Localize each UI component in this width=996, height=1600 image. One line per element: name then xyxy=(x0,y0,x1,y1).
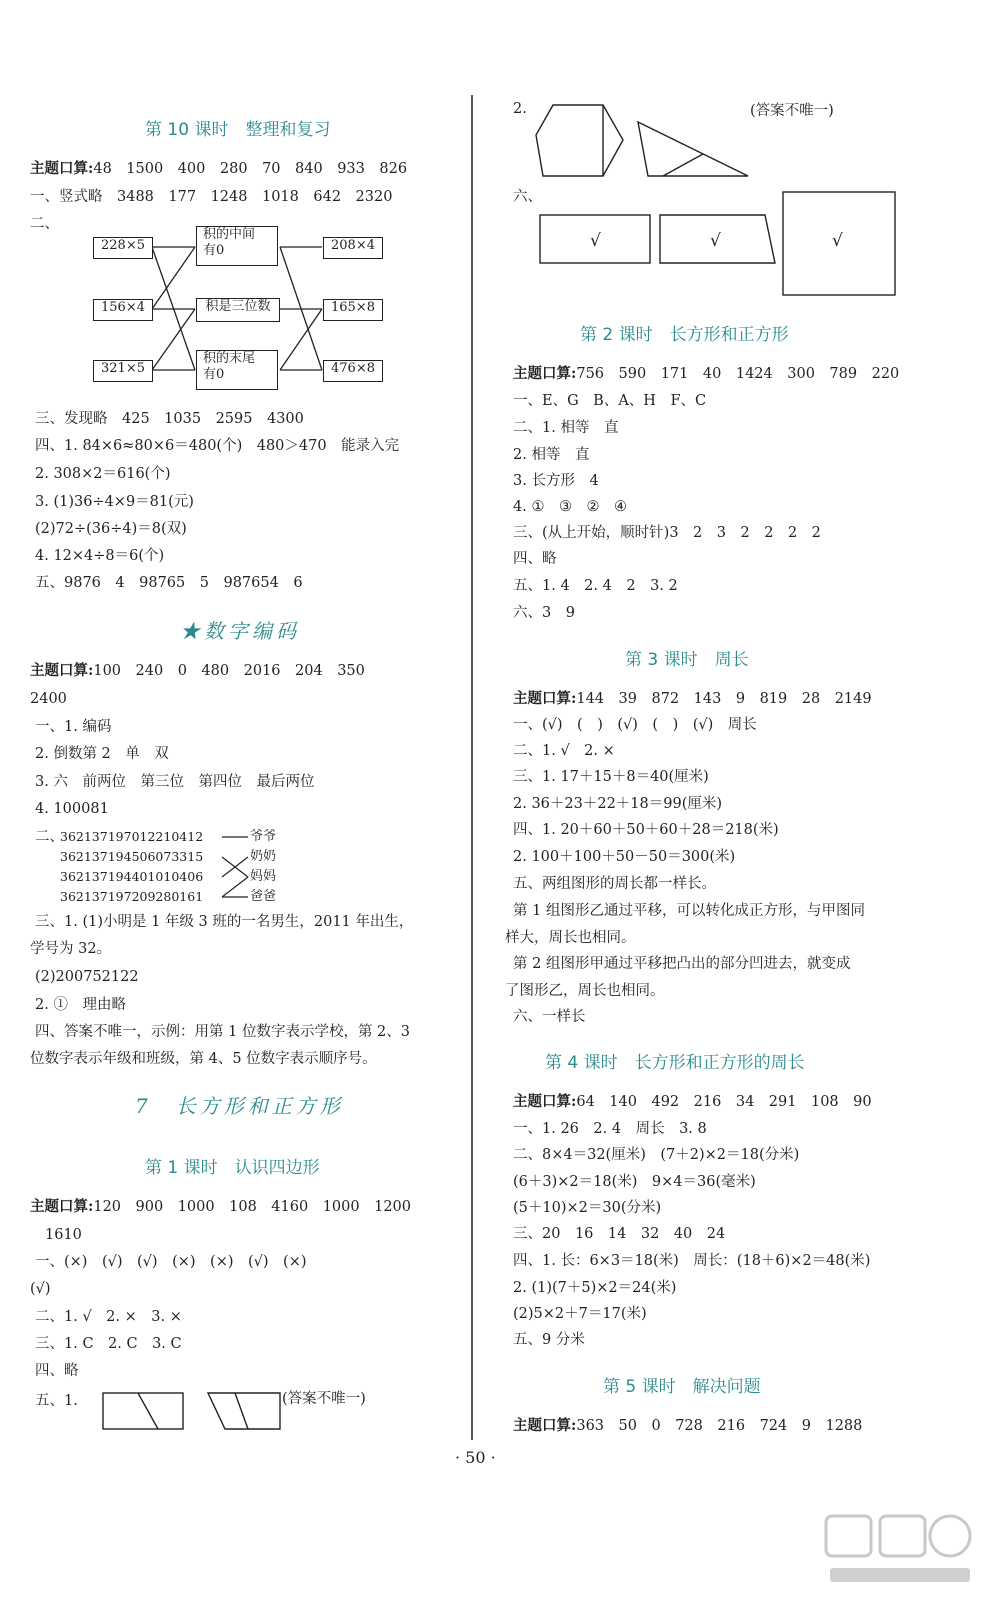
unit-title: 7 长方形和正方形 xyxy=(135,1094,344,1118)
text-line: 主题口算:120 900 1000 108 4160 1000 1200 xyxy=(30,1198,411,1215)
text-line: 主题口算:64 140 492 216 34 291 108 90 xyxy=(513,1093,872,1110)
text-line: 三、发现略 425 1035 2595 4300 xyxy=(35,411,304,427)
column-divider xyxy=(471,95,473,1440)
text-line: 四、1. 长：6×3＝18(米) 周长：(18＋6)×2＝48(米) xyxy=(513,1253,871,1269)
text-line: 四、略 xyxy=(35,1363,79,1379)
text-line: (2)5×2＋7＝17(米) xyxy=(513,1306,647,1322)
text-line: 主题口算:144 39 872 143 9 819 28 2149 xyxy=(513,690,872,707)
section-title: 第 4 课时 长方形和正方形的周长 xyxy=(545,1053,805,1073)
section-title: 第 1 课时 认识四边形 xyxy=(145,1158,320,1178)
text-line: 五、9876 4 98765 5 987654 6 xyxy=(35,575,303,591)
section-title: 第 10 课时 整理和复习 xyxy=(145,120,331,140)
text-line: 主题口算:48 1500 400 280 70 840 933 826 xyxy=(30,160,408,177)
text-line: 二、8×4＝32(厘米) (7＋2)×2＝18(分米) xyxy=(513,1147,800,1163)
text-line: (5＋10)×2＝30(分米) xyxy=(513,1200,662,1216)
expression-box: 321×5 xyxy=(93,360,153,382)
text-line: 2. ① 理由略 xyxy=(35,997,126,1013)
text-line: 六、 xyxy=(513,189,542,205)
text-line: 4. ① ③ ② ④ xyxy=(513,499,627,515)
text-line: 4. 100081 xyxy=(35,801,109,817)
watermark-logo-icon xyxy=(820,1510,980,1590)
text-line: 二、1. 相等 直 xyxy=(513,420,619,436)
id-number: 362137194401010406 xyxy=(60,869,204,884)
text-line: 2. 倒数第 2 单 双 xyxy=(35,746,169,762)
text-line: 位数字表示年级和班级，第 4、5 位数字表示顺序号。 xyxy=(30,1051,377,1067)
text-line: 3. 长方形 4 xyxy=(513,473,599,489)
divided-shapes-figure xyxy=(100,1390,300,1440)
expression-box: 156×4 xyxy=(93,299,153,321)
text-line: 主题口算:100 240 0 480 2016 204 350 xyxy=(30,662,365,679)
text-line: 三、1. C 2. C 3. C xyxy=(35,1336,182,1352)
text-line: 二、1. √ 2. × 3. × xyxy=(35,1309,182,1325)
text-line: 一、1. 编码 xyxy=(35,719,112,735)
text-line: 二、 xyxy=(35,829,64,845)
property-box: 积的中间 有0 xyxy=(196,226,278,266)
text-line: 五、9 分米 xyxy=(513,1332,585,1348)
id-number: 362137197012210412 xyxy=(60,829,204,844)
relation-label: 爸爸 xyxy=(250,889,277,904)
check-mark: √ xyxy=(590,231,601,251)
section-title: 第 3 课时 周长 xyxy=(625,650,749,670)
text-line: 三、(从上开始，顺时针)3 2 3 2 2 2 2 xyxy=(513,525,821,541)
id-number: 362137194506073315 xyxy=(60,849,204,864)
text-line: 2. 36＋23＋22＋18＝99(厘米) xyxy=(513,796,723,812)
text-line: 2. 100＋100＋50－50＝300(米) xyxy=(513,849,736,865)
check-mark: √ xyxy=(832,231,843,251)
divided-polygons-figure xyxy=(533,100,793,190)
section-title: 第 5 课时 解决问题 xyxy=(603,1377,761,1397)
right-column xyxy=(505,0,975,1600)
text-line: 一、(√) ( ) (√) ( ) (√) 周长 xyxy=(513,717,757,733)
text-line: 第 2 组图形甲通过平移把凸出的部分凹进去，就变成 xyxy=(513,956,851,972)
text-line: 2. 相等 直 xyxy=(513,447,590,463)
text-line: 五、两组图形的周长都一样长。 xyxy=(513,876,716,892)
text-line: 主题口算:363 50 0 728 216 724 9 1288 xyxy=(513,1417,863,1434)
expression-box: 228×5 xyxy=(93,237,153,259)
text-line: 二、1. √ 2. × xyxy=(513,743,615,759)
text-line: 一、E、G B、A、H F、C xyxy=(513,393,707,409)
text-line: 2. xyxy=(513,101,527,117)
text-line: 了图形乙，周长也相同。 xyxy=(505,983,665,999)
property-box: 积是三位数 xyxy=(196,298,280,322)
text-line: 四、1. 20＋60＋50＋60＋28＝218(米) xyxy=(513,822,779,838)
text-line: (6＋3)×2＝18(米) 9×4＝36(毫米) xyxy=(513,1174,756,1190)
text-line: 五、1. xyxy=(35,1393,78,1409)
text-line: 四、1. 84×6≈80×6＝480(个) 480＞470 能录入完 xyxy=(35,438,400,454)
text-line: 四、略 xyxy=(513,551,557,567)
relation-label: 爷爷 xyxy=(250,829,277,844)
text-line: 六、一样长 xyxy=(513,1009,586,1025)
text-line: (答案不唯一) xyxy=(282,1391,366,1407)
text-line: 学号为 32。 xyxy=(30,941,112,957)
check-mark: √ xyxy=(710,231,721,251)
text-line: 三、1. (1)小明是 1 年级 3 班的一名男生，2011 年出生， xyxy=(35,914,414,930)
expression-box: 165×8 xyxy=(323,299,383,321)
section-title: 第 2 课时 长方形和正方形 xyxy=(580,325,789,345)
text-line: 三、20 16 14 32 40 24 xyxy=(513,1226,726,1242)
text-line: 一、1. 26 2. 4 周长 3. 8 xyxy=(513,1121,707,1137)
text-line: (答案不唯一) xyxy=(750,103,834,119)
text-line: 2. 308×2＝616(个) xyxy=(35,466,171,482)
expression-box: 476×8 xyxy=(323,360,383,382)
page-number: · 50 · xyxy=(455,1448,496,1467)
text-line: 一、竖式略 3488 177 1248 1018 642 2320 xyxy=(30,189,393,205)
text-line: 一、(×) (√) (√) (×) (×) (√) (×) xyxy=(35,1254,307,1270)
text-line: 样大，周长也相同。 xyxy=(505,930,636,946)
text-line: 3. 六 前两位 第三位 第四位 最后两位 xyxy=(35,774,315,790)
text-line: 4. 12×4÷8＝6(个) xyxy=(35,548,165,564)
text-line: 1610 xyxy=(45,1227,82,1243)
text-line: 四、答案不唯一，示例：用第 1 位数字表示学校，第 2、3 xyxy=(35,1024,411,1040)
id-number: 362137197209280161 xyxy=(60,889,204,904)
relation-label: 妈妈 xyxy=(250,869,277,884)
text-line: 3. (1)36÷4×9＝81(元) xyxy=(35,494,194,510)
text-line: (√) xyxy=(30,1281,51,1297)
text-line: (2)72÷(36÷4)＝8(双) xyxy=(35,521,187,537)
text-line: 第 1 组图形乙通过平移，可以转化成正方形，与甲图同 xyxy=(513,903,865,919)
left-column xyxy=(30,0,470,1600)
text-line: 2. (1)(7＋5)×2＝24(米) xyxy=(513,1280,677,1296)
text-line: 二、 xyxy=(30,216,59,232)
text-line: 六、3 9 xyxy=(513,605,575,621)
text-line: 2400 xyxy=(30,691,67,707)
relation-label: 奶奶 xyxy=(250,849,277,864)
expression-box: 208×4 xyxy=(323,237,383,259)
section-title: ★数字编码 xyxy=(180,619,300,643)
property-box: 积的末尾 有0 xyxy=(196,350,278,390)
text-line: 主题口算:756 590 171 40 1424 300 789 220 xyxy=(513,365,900,382)
text-line: 三、1. 17＋15＋8＝40(厘米) xyxy=(513,769,709,785)
text-line: 五、1. 4 2. 4 2 3. 2 xyxy=(513,578,678,594)
text-line: (2)200752122 xyxy=(35,969,139,985)
